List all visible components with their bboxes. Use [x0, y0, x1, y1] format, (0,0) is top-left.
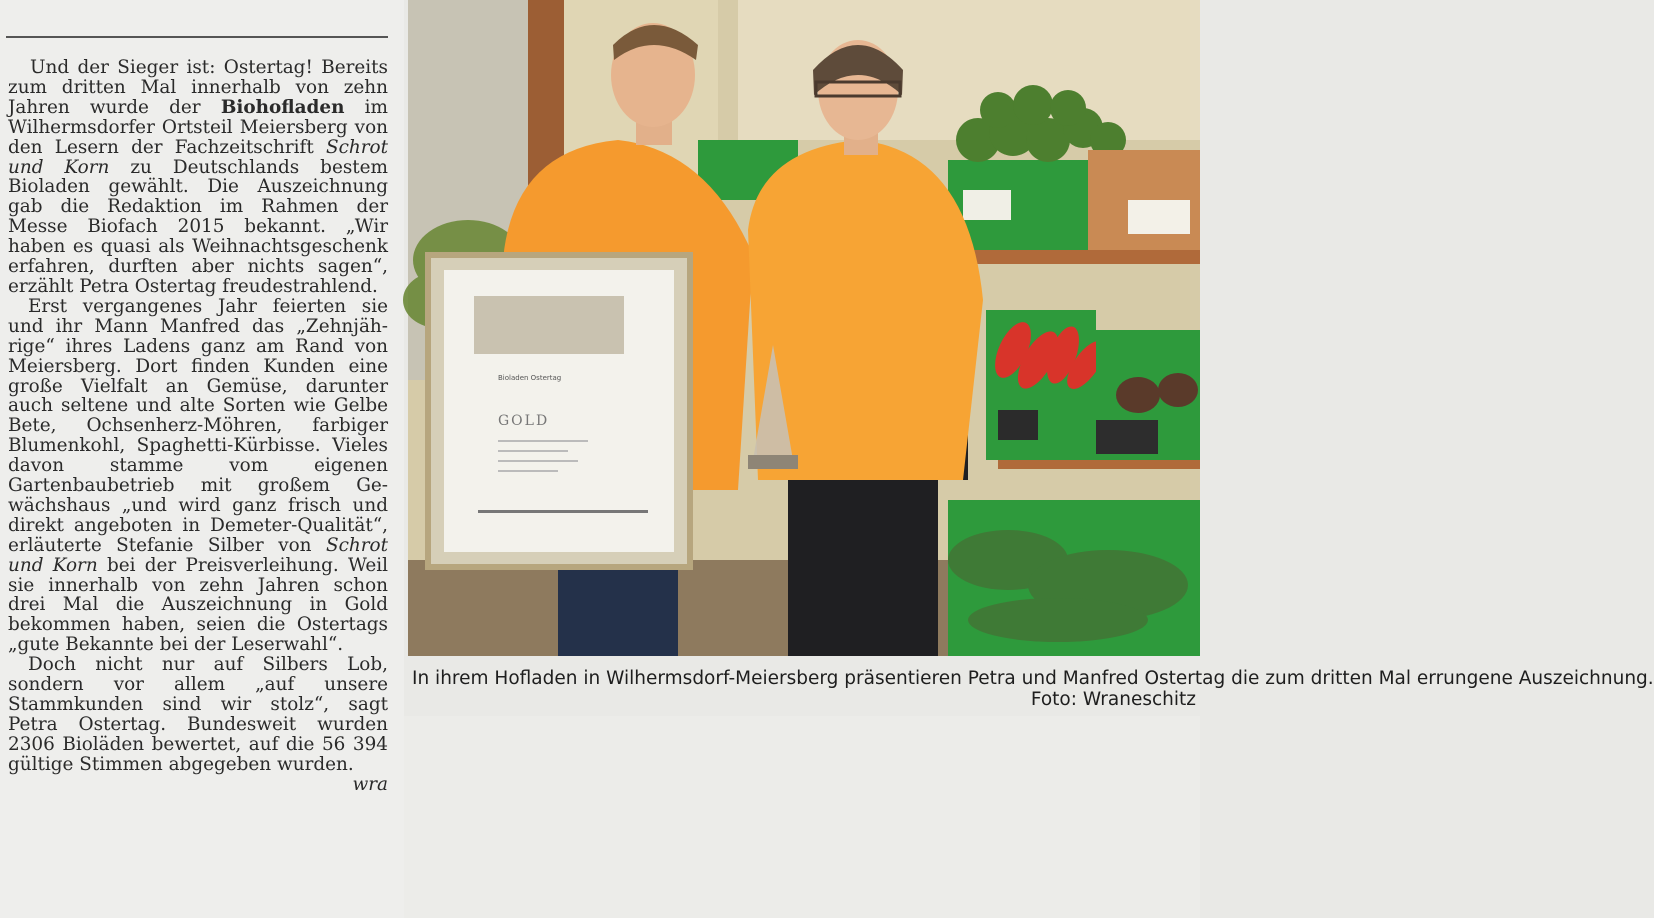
text-run: Und der Sieger ist: Ostertag! Bereits zum dritten Mal innerhalb von zehn Jahren wurde der: [8, 57, 388, 118]
text-run: im Wilhermsdorfer Ortsteil Meiersberg von den Lesern der Fachzeitschrift: [8, 96, 388, 158]
article-column: [0, 0, 404, 918]
text-run: Biohofladen: [220, 96, 345, 118]
column-top-rule: [6, 36, 388, 38]
article-paragraph-2: [8, 297, 388, 655]
article-paragraph-3: [8, 654, 388, 795]
author-signature: wra: [352, 773, 388, 795]
certificate-award: GOLD: [498, 413, 550, 429]
photo-illustration: [408, 0, 1200, 656]
certificate-name: Bioladen Ostertag: [498, 374, 562, 382]
text-run: Doch nicht nur auf Silbers Lob, sondern vor allem „auf unsere Stammkunden sind wir stolz“, sagt Petra Ostertag. Bundesweit wurden 2306 Bioläden bewertet, auf die 56 394 gültige Stimmen abgegeben wurden.: [8, 654, 388, 775]
caption-text: In ihrem Hofladen in Wilhermsdorf-Meiersberg präsentieren Petra und Manfred Ostertag die zum dritten Mal errungene Auszeichnung.: [412, 668, 1654, 689]
certificate-frame: [428, 255, 690, 567]
article-body: [8, 58, 388, 795]
pepper-crate: [986, 310, 1112, 460]
photo-credit: Foto: Wraneschitz: [1030, 689, 1196, 710]
news-photo: [408, 0, 1200, 656]
article-paragraph-1: [8, 58, 388, 297]
greens-crate: [948, 500, 1200, 656]
empty-area: [404, 716, 1200, 918]
text-run: zu Deutschlands bestem Bioladen gewählt. Die Auszeichnung gab die Redaktion im Rahmen der Messe Biofach 2015 bekannt. „Wir haben es quasi als Weihnachtsgeschenk erfahren, durften aber nichts sagen“, erzählt Petra Ostertag freudestrahlend.: [8, 156, 388, 297]
photo-caption: [412, 668, 1654, 710]
text-run: Erst vergangenes Jahr feierten sie und ihr Mann Manfred das „Zehnjährige“ ihres Ladens ganz am Rand von Meiersberg. Dort finden Kunden eine große Vielfalt an Gemüse, darunter auch seltene und alte Sorten wie Gelbe Bete, Ochsenherz-Möhren, farbiger Blumenkohl, Spaghetti-Kürbisse. Vieles davon stamme vom eigenen Gartenbaubetrieb mit großem Gewächshaus „und wird ganz frisch und direkt angeboten in Demeter-Qualität“, erläuterte Stefanie Silber von: [8, 295, 388, 556]
text-run: Schrot und Korn: [8, 534, 388, 576]
text-run: Schrot und Korn: [8, 136, 388, 178]
text-run: bei der Preisverleihung. Weil sie innerhalb von zehn Jahren schon drei Mal die Auszeichnung in Gold bekommen haben, seien die Ostertags „gute Bekannte bei der Leserwahl“.: [8, 554, 388, 656]
